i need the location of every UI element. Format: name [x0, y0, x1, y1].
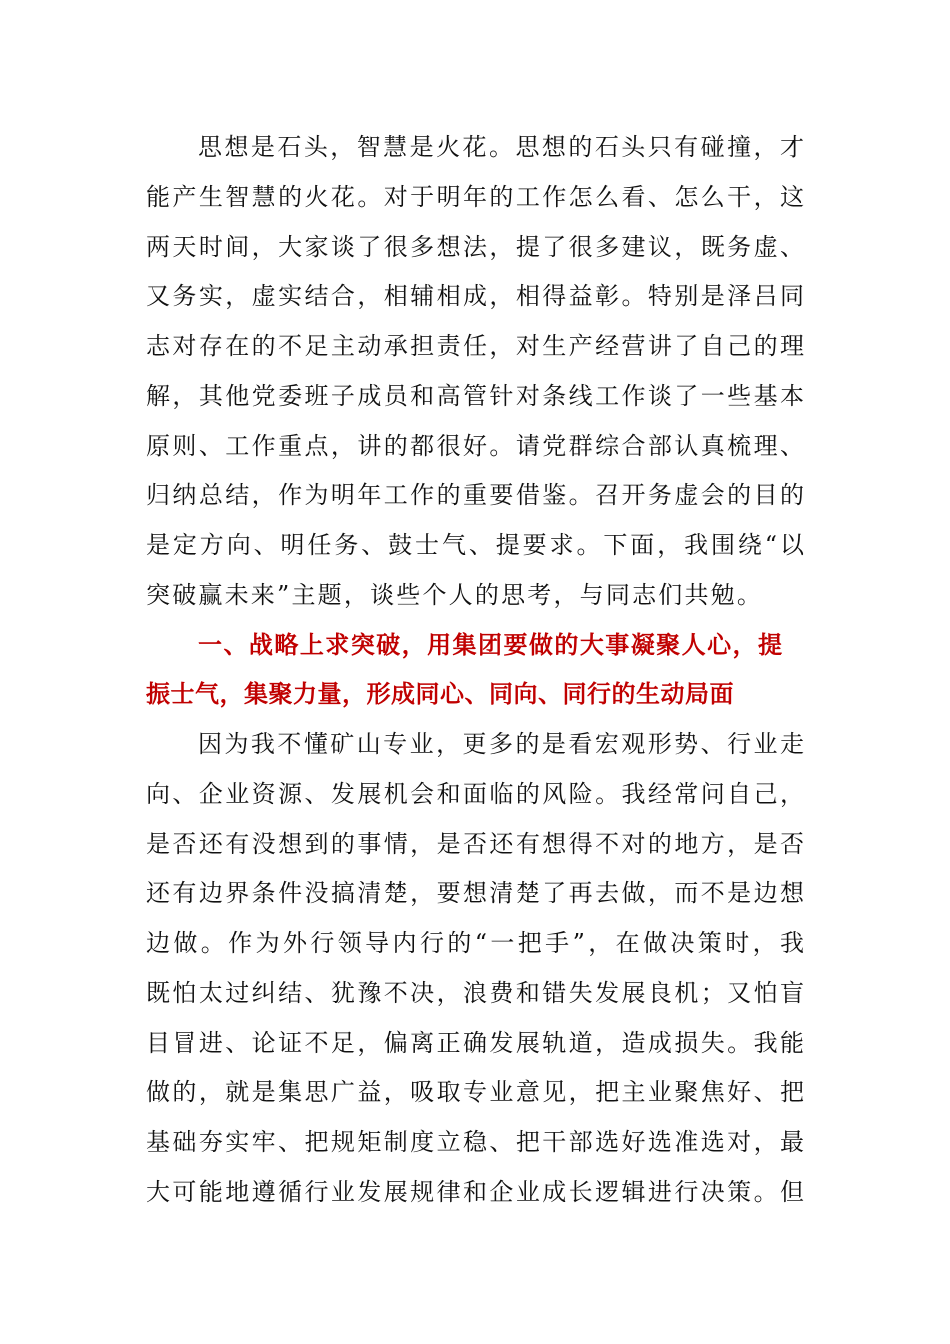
- text-line: 做的，就是集思广益，吸取专业意见，把主业聚焦好、把: [146, 1078, 804, 1107]
- text-line: 边做。作为外行领导内行的“一把手”，在做决策时，我: [146, 929, 804, 957]
- text-line: 又务实，虚实结合，相辅相成，相得益彰。特别是泽吕同: [146, 282, 804, 311]
- intro-paragraph: [146, 123, 804, 621]
- document-page: [146, 123, 804, 1218]
- text-line: 两天时间，大家谈了很多想法，提了很多建议，既务虚、: [146, 232, 804, 261]
- text-line: 既怕太过纠结、犹豫不决，浪费和错失发展良机；又怕盲: [146, 978, 804, 1007]
- text-line: 目冒进、论证不足，偏离正确发展轨道，造成损失。我能: [146, 1028, 804, 1057]
- text-line: 因为我不懂矿山专业，更多的是看宏观形势、行业走: [198, 730, 804, 758]
- text-line: 还有边界条件没搞清楚，要想清楚了再去做，而不是边想: [146, 879, 804, 908]
- text-line: 是定方向、明任务、鼓士气、提要求。下面，我围绕“以: [146, 531, 804, 559]
- body-paragraph: [146, 720, 804, 1218]
- text-line: 基础夯实牢、把规矩制度立稳、把干部选好选准选对，最: [146, 1128, 804, 1156]
- text-line: 向、企业资源、发展机会和面临的风险。我经常问自己，: [146, 779, 804, 808]
- text-line: 归纳总结，作为明年工作的重要借鉴。召开务虚会的目的: [146, 481, 804, 510]
- text-line: 解，其他党委班子成员和高管针对条线工作谈了一些基本: [146, 381, 804, 410]
- text-line: 突破赢未来”主题，谈些个人的思考，与同志们共勉。: [146, 580, 764, 609]
- text-line: 思想是石头，智慧是火花。思想的石头只有碰撞，才: [198, 133, 804, 161]
- heading-line: 振士气，集聚力量，形成同心、同向、同行的生动局面: [146, 680, 734, 709]
- text-line: 志对存在的不足主动承担责任，对生产经营讲了自己的理: [146, 332, 804, 360]
- text-line: 是否还有没想到的事情，是否还有想得不对的地方，是否: [146, 829, 804, 858]
- text-line: 大可能地遵循行业发展规律和企业成长逻辑进行决策。但: [146, 1177, 804, 1206]
- text-line: 原则、工作重点，讲的都很好。请党群综合部认真梳理、: [146, 431, 804, 460]
- text-line: 能产生智慧的火花。对于明年的工作怎么看、怎么干，这: [146, 182, 804, 211]
- heading-line: 一、战略上求突破，用集团要做的大事凝聚人心，提: [198, 630, 782, 659]
- section-heading: [146, 621, 804, 721]
